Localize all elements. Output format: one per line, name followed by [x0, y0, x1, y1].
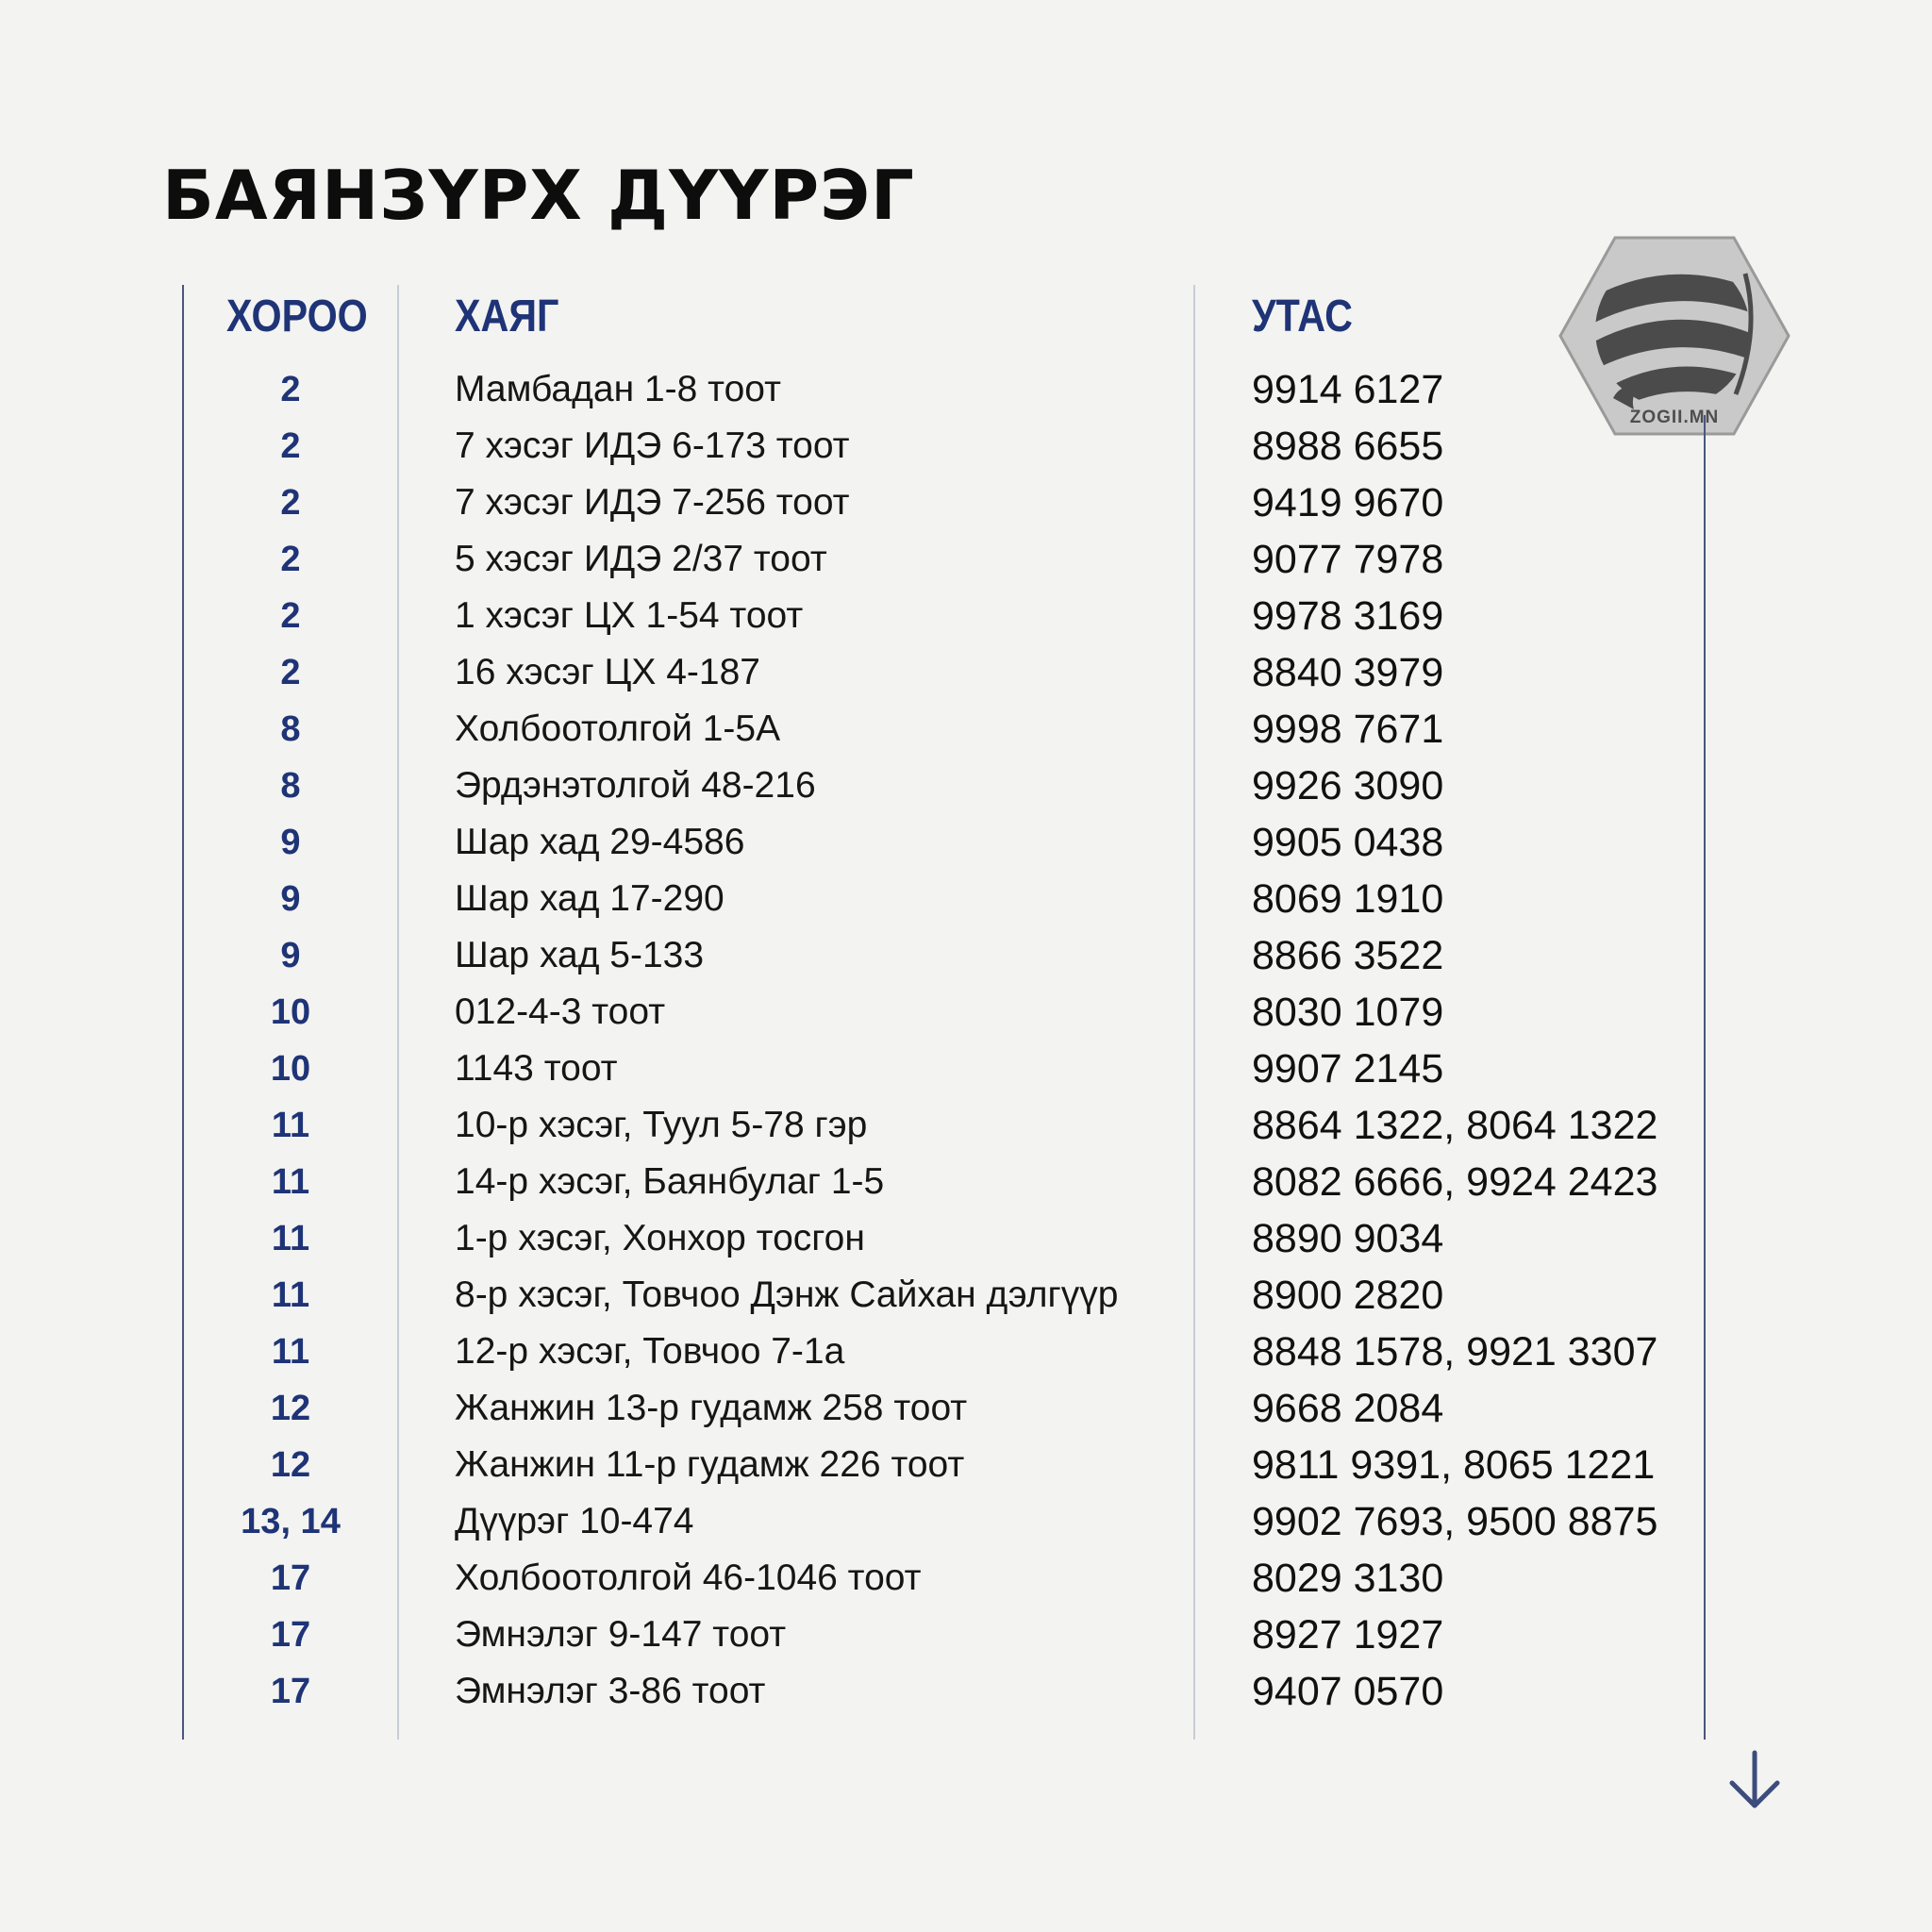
phone-cell: 9978 3169	[1252, 593, 1444, 639]
phone-cell: 8840 3979	[1252, 650, 1444, 695]
table-row	[0, 1041, 1932, 1097]
phone-cell: 8029 3130	[1252, 1556, 1444, 1601]
table-row	[0, 1097, 1932, 1154]
address-cell: Холбоотолгой 1-5А	[455, 708, 781, 749]
address-cell: 14-р хэсэг, Баянбулаг 1-5	[455, 1161, 885, 1202]
khoroo-cell: 10	[270, 992, 311, 1032]
table-row	[0, 1380, 1932, 1437]
phone-cell: 8927 1927	[1252, 1612, 1444, 1657]
phone-cell: 9998 7671	[1252, 707, 1444, 752]
column-header-phone: УТАС	[1252, 291, 1353, 341]
table-row	[0, 588, 1932, 644]
table-row	[0, 701, 1932, 758]
table-row	[0, 927, 1932, 984]
khoroo-cell: 2	[280, 426, 301, 466]
phone-cell: 8082 6666, 9924 2423	[1252, 1159, 1658, 1205]
khoroo-cell: 11	[271, 1275, 310, 1315]
phone-cell: 9419 9670	[1252, 480, 1444, 525]
table-row	[0, 418, 1932, 475]
table-row	[0, 1437, 1932, 1493]
address-cell: 7 хэсэг ИДЭ 6-173 тоот	[455, 425, 850, 466]
address-cell: 16 хэсэг ЦХ 4-187	[455, 652, 760, 692]
khoroo-cell: 17	[270, 1672, 311, 1711]
address-cell: Шар хад 29-4586	[455, 822, 745, 862]
khoroo-cell: 2	[280, 483, 301, 523]
address-cell: Холбоотолгой 46-1046 тоот	[455, 1557, 922, 1598]
table-row	[0, 1210, 1932, 1267]
khoroo-cell: 17	[270, 1558, 311, 1598]
phone-cell: 9407 0570	[1252, 1669, 1444, 1714]
address-cell: Жанжин 13-р гудамж 258 тоот	[455, 1388, 968, 1428]
khoroo-cell: 2	[280, 596, 301, 636]
phone-cell: 9905 0438	[1252, 820, 1444, 865]
table-row	[0, 1663, 1932, 1720]
phone-cell: 8069 1910	[1252, 876, 1444, 922]
table-row	[0, 475, 1932, 531]
khoroo-cell: 17	[270, 1615, 311, 1655]
phone-cell: 9914 6127	[1252, 367, 1444, 412]
phone-cell: 8030 1079	[1252, 990, 1444, 1035]
table-row	[0, 1324, 1932, 1380]
address-cell: 5 хэсэг ИДЭ 2/37 тоот	[455, 539, 827, 579]
khoroo-cell: 9	[280, 879, 301, 919]
address-table	[0, 361, 1932, 1720]
address-cell: Дүүрэг 10-474	[455, 1501, 694, 1541]
khoroo-cell: 11	[271, 1219, 310, 1258]
address-cell: Шар хад 5-133	[455, 935, 705, 975]
table-row	[0, 1550, 1932, 1607]
khoroo-cell: 12	[270, 1389, 311, 1428]
phone-cell: 9907 2145	[1252, 1046, 1444, 1091]
table-row	[0, 1154, 1932, 1210]
logo-text: ZOGII.MN	[1629, 408, 1720, 427]
khoroo-cell: 2	[280, 370, 301, 409]
address-cell: 10-р хэсэг, Туул 5-78 гэр	[455, 1105, 868, 1145]
khoroo-cell: 9	[280, 823, 301, 862]
khoroo-cell: 11	[271, 1332, 310, 1372]
table-row	[0, 871, 1932, 927]
phone-cell: 8890 9034	[1252, 1216, 1444, 1261]
address-cell: Эрдэнэтолгой 48-216	[455, 765, 816, 806]
phone-cell: 9926 3090	[1252, 763, 1444, 808]
phone-cell: 8848 1578, 9921 3307	[1252, 1329, 1658, 1374]
address-cell: Эмнэлэг 9-147 тоот	[455, 1614, 787, 1655]
address-cell: 8-р хэсэг, Товчоо Дэнж Сайхан дэлгүүр	[455, 1274, 1119, 1315]
table-row	[0, 1607, 1932, 1663]
arrow-down-icon[interactable]	[1724, 1747, 1785, 1815]
phone-cell: 9811 9391, 8065 1221	[1252, 1442, 1656, 1488]
table-row	[0, 1493, 1932, 1550]
phone-cell: 8900 2820	[1252, 1273, 1444, 1318]
khoroo-cell: 2	[280, 653, 301, 692]
table-row	[0, 984, 1932, 1041]
address-cell: 7 хэсэг ИДЭ 7-256 тоот	[455, 482, 850, 523]
khoroo-cell: 8	[280, 709, 301, 749]
khoroo-cell: 10	[270, 1049, 311, 1089]
address-cell: Жанжин 11-р гудамж 226 тоот	[455, 1444, 965, 1485]
address-cell: 012-4-3 тоот	[455, 991, 666, 1032]
table-row	[0, 758, 1932, 814]
address-cell: 1 хэсэг ЦХ 1-54 тоот	[455, 595, 804, 636]
table-row	[0, 531, 1932, 588]
table-row	[0, 361, 1932, 418]
table-row	[0, 1267, 1932, 1324]
khoroo-cell: 11	[271, 1162, 310, 1202]
khoroo-cell: 13, 14	[241, 1502, 341, 1541]
khoroo-cell: 8	[280, 766, 301, 806]
phone-cell: 9668 2084	[1252, 1386, 1444, 1431]
column-header-khoroo: ХОРОО	[226, 291, 368, 341]
address-cell: 1143 тоот	[455, 1048, 618, 1089]
khoroo-cell: 2	[280, 540, 301, 579]
phone-cell: 9077 7978	[1252, 537, 1444, 582]
khoroo-cell: 11	[271, 1106, 310, 1145]
phone-cell: 8864 1322, 8064 1322	[1252, 1103, 1658, 1148]
address-cell: 1-р хэсэг, Хонхор тосгон	[455, 1218, 865, 1258]
phone-cell: 8866 3522	[1252, 933, 1444, 978]
table-row	[0, 814, 1932, 871]
column-header-address: ХАЯГ	[455, 291, 559, 341]
address-cell: Эмнэлэг 3-86 тоот	[455, 1671, 766, 1711]
address-cell: Мамбадан 1-8 тоот	[455, 369, 781, 409]
table-row	[0, 644, 1932, 701]
address-cell: Шар хад 17-290	[455, 878, 724, 919]
page-title: БАЯНЗҮРХ ДҮҮРЭГ	[162, 156, 915, 235]
phone-cell: 9902 7693, 9500 8875	[1252, 1499, 1658, 1544]
address-cell: 12-р хэсэг, Товчоо 7-1а	[455, 1331, 845, 1372]
phone-cell: 8988 6655	[1252, 424, 1444, 469]
khoroo-cell: 9	[280, 936, 301, 975]
khoroo-cell: 12	[270, 1445, 311, 1485]
